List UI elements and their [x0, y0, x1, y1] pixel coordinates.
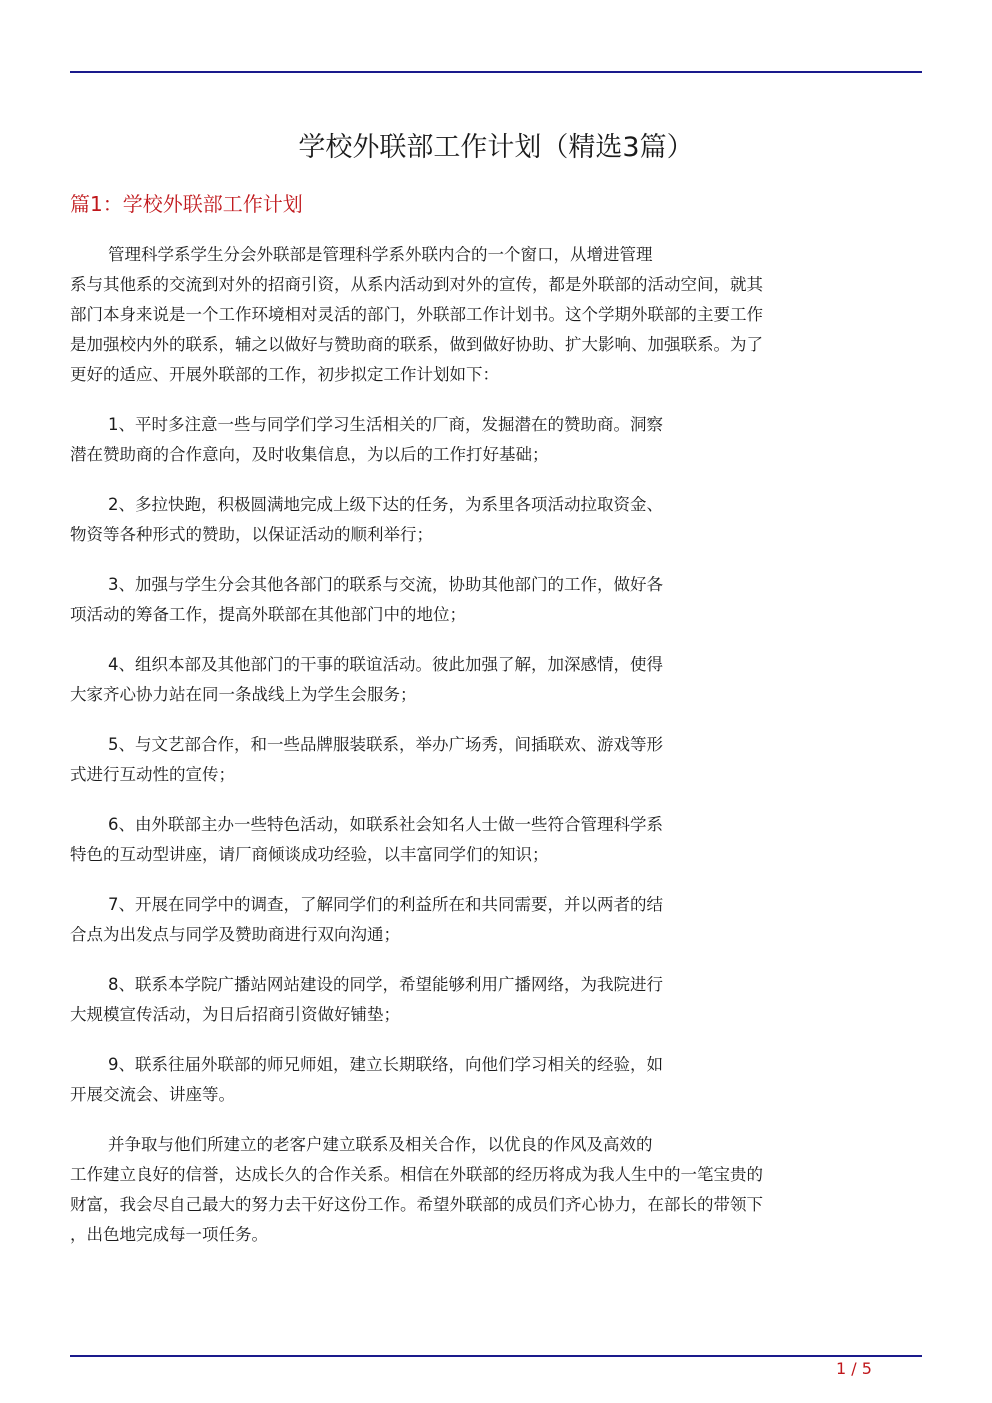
- paragraph-line: 是加强校内外的联系，辅之以做好与赞助商的联系，做到做好协助、扩大影响、加强联系。为了: [70, 335, 763, 354]
- paragraph-line: 8、联系本学院广播站网站建设的同学，希望能够利用广播网络，为我院进行: [108, 975, 663, 994]
- paragraph-line: 特色的互动型讲座，请厂商倾谈成功经验，以丰富同学们的知识；: [70, 845, 549, 864]
- paragraph-line: ，出色地完成每一项任务。: [70, 1225, 268, 1244]
- paragraph: [70, 890, 922, 950]
- paragraph-line: 部门本身来说是一个工作环境相对灵活的部门，外联部工作计划书。这个学期外联部的主要工作: [70, 305, 763, 324]
- section-heading: 篇1：学校外联部工作计划: [70, 192, 303, 216]
- paragraph: [70, 240, 922, 390]
- paragraph-line: 式进行互动性的宣传；: [70, 765, 235, 784]
- paragraph-line: 大规模宣传活动，为日后招商引资做好铺垫；: [70, 1005, 400, 1024]
- header-rule: [70, 71, 922, 73]
- paragraph-line: 3、加强与学生分会其他各部门的联系与交流，协助其他部门的工作，做好各: [108, 575, 663, 594]
- paragraph-line: 7、开展在同学中的调查，了解同学们的利益所在和共同需要，并以两者的结: [108, 895, 663, 914]
- paragraph-line: 系与其他系的交流到对外的招商引资，从系内活动到对外的宣传，都是外联部的活动空间，就其: [70, 275, 763, 294]
- footer-rule: [70, 1355, 922, 1357]
- page-number: 1 / 5: [836, 1359, 872, 1378]
- document-title: 学校外联部工作计划（精选3篇）: [298, 132, 694, 163]
- paragraph: [70, 490, 922, 550]
- paragraph-line: 4、组织本部及其他部门的干事的联谊活动。彼此加强了解，加深感情，使得: [108, 655, 663, 674]
- paragraph-line: 更好的适应、开展外联部的工作，初步拟定工作计划如下：: [70, 365, 499, 384]
- paragraph-line: 工作建立良好的信誉，达成长久的合作关系。相信在外联部的经历将成为我人生中的一笔宝贵的: [70, 1165, 763, 1184]
- paragraph: [70, 570, 922, 630]
- paragraph-line: 项活动的筹备工作，提高外联部在其他部门中的地位；: [70, 605, 466, 624]
- paragraph-line: 1、平时多注意一些与同学们学习生活相关的厂商，发掘潜在的赞助商。洞察: [108, 415, 663, 434]
- paragraph: [70, 410, 922, 470]
- paragraph-line: 物资等各种形式的赞助，以保证活动的顺利举行；: [70, 525, 433, 544]
- paragraph-line: 2、多拉快跑，积极圆满地完成上级下达的任务，为系里各项活动拉取资金、: [108, 495, 663, 514]
- paragraph-line: 并争取与他们所建立的老客户建立联系及相关合作，以优良的作风及高效的: [108, 1135, 653, 1154]
- paragraph-line: 6、由外联部主办一些特色活动，如联系社会知名人士做一些符合管理科学系: [108, 815, 663, 834]
- paragraph: [70, 1130, 922, 1250]
- paragraph-line: 大家齐心协力站在同一条战线上为学生会服务；: [70, 685, 417, 704]
- paragraph: [70, 730, 922, 790]
- paragraph-line: 管理科学系学生分会外联部是管理科学系外联内合的一个窗口，从增进管理: [108, 245, 653, 264]
- paragraph: [70, 650, 922, 710]
- paragraph-line: 潜在赞助商的合作意向，及时收集信息，为以后的工作打好基础；: [70, 445, 549, 464]
- paragraph-line: 合点为出发点与同学及赞助商进行双向沟通；: [70, 925, 400, 944]
- paragraph: [70, 1050, 922, 1110]
- paragraph: [70, 810, 922, 870]
- paragraph: [70, 970, 922, 1030]
- paragraph-line: 开展交流会、讲座等。: [70, 1085, 235, 1104]
- paragraph-line: 9、联系往届外联部的师兄师姐，建立长期联络，向他们学习相关的经验，如: [108, 1055, 663, 1074]
- paragraph-line: 5、与文艺部合作，和一些品牌服装联系，举办广场秀，间插联欢、游戏等形: [108, 735, 663, 754]
- paragraph-line: 财富，我会尽自己最大的努力去干好这份工作。希望外联部的成员们齐心协力，在部长的带领下: [70, 1195, 763, 1214]
- document-body: [70, 240, 922, 1270]
